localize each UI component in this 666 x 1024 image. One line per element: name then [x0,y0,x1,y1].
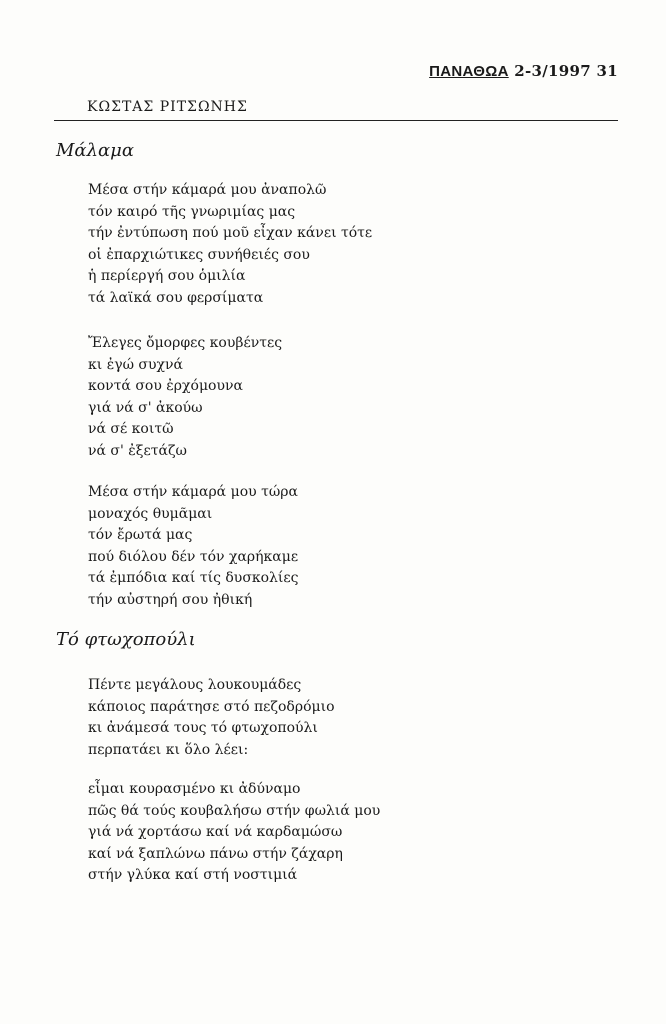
poem-line: εἶμαι κουρασμένο κι ἀδύναμο [88,781,301,797]
poem-line: κάποιος παράτησε στό πεζοδρόμιο [88,698,335,715]
poem-line: νά σέ κοιτῶ [88,421,174,437]
poem-line: τά ἐμπόδια καί τίς δυσκολίες [88,570,299,586]
poem-line: ἡ περίεργή σου ὁμιλία [88,268,246,284]
issue-number: 2-3/1997 [514,62,591,80]
magazine-logo: ΠΑΝΑΘΩΑ [429,63,509,80]
poem-line: στήν γλύκα καί στή νοστιμιά [88,867,298,883]
poem-line: Μέσα στήν κάμαρά μου τώρα [88,484,298,500]
stanza [88,779,380,887]
poem-title-ftochopouli: Τό φτωχοπούλι [56,629,196,650]
poem-line: καί νά ξαπλώνω πάνω στήν ζάχαρη [88,845,343,862]
poem-line: κοντά σου ἐρχόμουνα [88,378,243,394]
author-name: ΚΩΣΤΑΣ ΡΙΤΣΩΝΗΣ [87,99,248,115]
poem-line: τόν ἔρωτά μας [88,527,193,543]
stanza [88,180,372,309]
poem-line: κι ἀνάμεσά τους τό φτωχοπούλι [88,720,318,736]
poem-line: γιά νά χορτάσω καί νά καρδαμώσω [88,824,343,840]
poem-line: κι ἐγώ συχνά [88,356,183,373]
poem-line: τήν αὐστηρή σου ἠθική [88,591,253,608]
poem-line: τόν καιρό τῆς γνωριμίας μας [88,203,296,220]
stanza [88,333,282,462]
poem-line: πῶς θά τούς κουβαλήσω στήν φωλιά μου [88,802,381,819]
poem-line: οἱ ἐπαρχιώτικες συνήθειές σου [88,246,310,263]
poem-line: Πέντε μεγάλους λουκουμάδες [88,677,302,693]
poem-title-malama: Μάλαμα [56,140,135,161]
poem-line: μοναχός θυμᾶμαι [88,505,213,522]
header-rule [54,120,618,121]
poem-line: περπατάει κι ὅλο λέει: [88,741,249,758]
poem-line: γιά νά σ' ἀκούω [88,399,203,416]
page-number: 31 [596,62,618,80]
poem-line: Ἔλεγες ὄμορφες κουβέντες [88,335,283,351]
stanza [88,482,299,611]
poem-line: τήν ἐντύπωση πού μοῦ εἶχαν κάνει τότε [88,225,373,241]
poem-line: πού διόλου δέν τόν χαρήκαμε [88,548,299,565]
stanza [88,675,335,761]
poem-line: τά λαϊκά σου φερσίματα [88,289,264,306]
poem-line: Μέσα στήν κάμαρά μου ἀναπολῶ [88,182,327,198]
page-header [429,62,618,80]
poem-line: νά σ' ἐξετάζω [88,442,187,459]
